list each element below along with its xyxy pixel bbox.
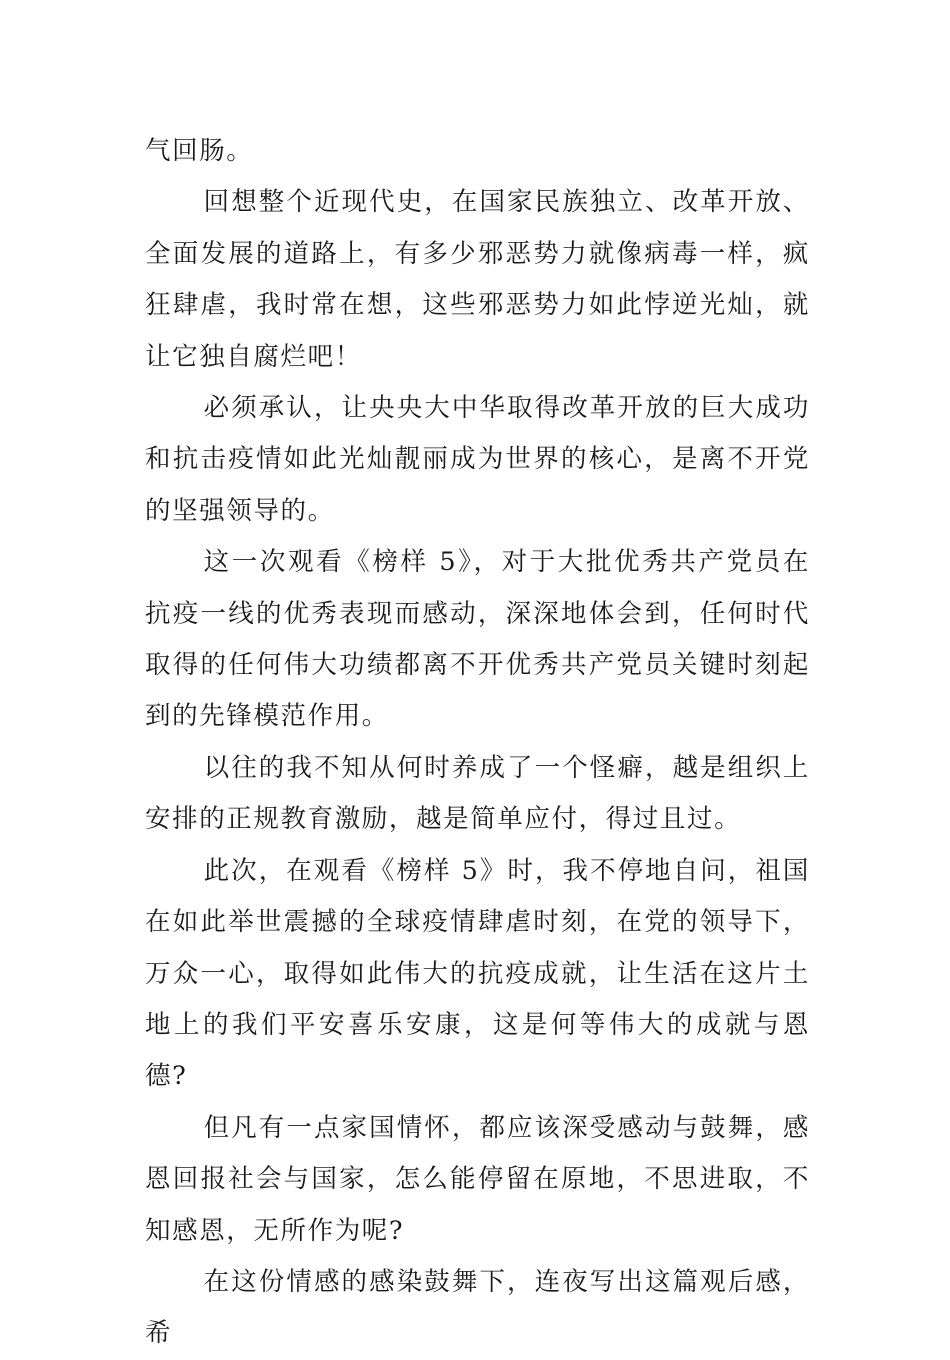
body-text — [145, 126, 810, 1360]
paragraph: 但凡有一点家国情怀，都应该深受感动与鼓舞，感恩回报社会与国家，怎么能停留在原地，不思进取，不知感恩，无所作为呢? — [145, 1112, 810, 1246]
paragraph: 这一次观看《榜样 5》，对于大批优秀共产党员在抗疫一线的优秀表现而感动，深深地体会到，任何时代取得的任何伟大功绩都离不开优秀共产党员关键时刻起到的先锋模范作用。 — [145, 547, 810, 732]
paragraph: 必须承认，让央央大中华取得改革开放的巨大成功和抗击疫情如此光灿靓丽成为世界的核心，是离不开党的坚强领导的。 — [145, 393, 810, 526]
paragraph: 以往的我不知从何时养成了一个怪癖，越是组织上安排的正规教育激励，越是简单应付，得过且过。 — [145, 752, 810, 835]
paragraph: 在这份情感的感染鼓舞下，连夜写出这篇观后感，希 — [145, 1266, 810, 1349]
paragraph: 回想整个近现代史，在国家民族独立、改革开放、全面发展的道路上，有多少邪恶势力就像病毒一样，疯狂肆虐，我时常在想，这些邪恶势力如此悖逆光灿，就让它独自腐烂吧！ — [145, 187, 810, 372]
paragraph: 此次，在观看《榜样 5》时，我不停地自问，祖国在如此举世震撼的全球疫情肆虐时刻，在党的领导下，万众一心，取得如此伟大的抗疫成就，让生活在这片土地上的我们平安喜乐安康，这是何等伟大的成就与恩德? — [145, 855, 810, 1092]
paragraph-continuation: 气回肠。 — [145, 136, 254, 166]
